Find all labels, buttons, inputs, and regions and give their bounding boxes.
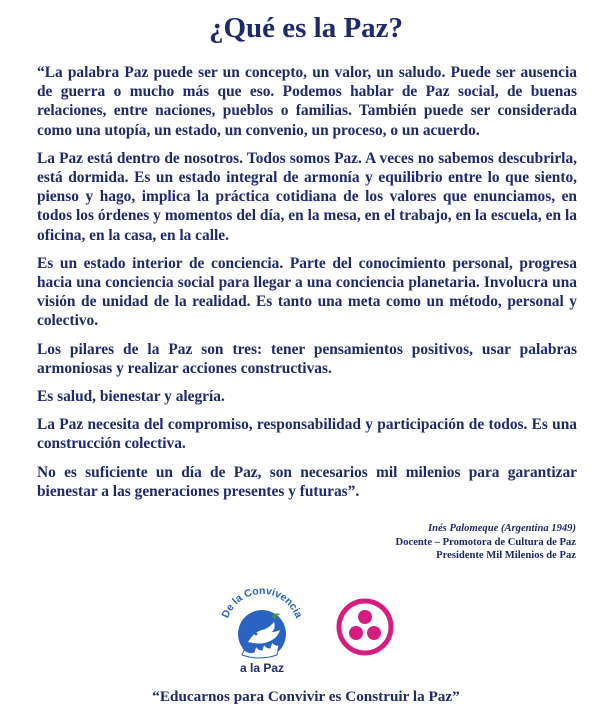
footer-motto: “Educarnos para Convivir es Construir la Paz” <box>152 688 460 705</box>
paragraph-7: No es suficiente un día de Paz, son necesarios mil milenios para garantizar bienestar a las generaciones presentes y futuras”. <box>37 463 577 500</box>
paragraph-1: “La palabra Paz puede ser un concepto, un valor, un saludo. Puede ser ausencia de guerra o mucho más que eso. Podemos hablar de Paz social, de buenas relaciones, entre naciones, pueblos o familias. También puede ser considerada como una utopía, un estado, un convenio, un proceso, o un acuerdo. <box>37 64 577 139</box>
signature-name: Inés Palomeque (Argentina 1949) <box>427 523 576 534</box>
convivencia-logo <box>214 584 310 676</box>
pax-cultura-icon <box>335 597 395 657</box>
signature-role-1: Docente – Promotora de Cultura de Paz <box>395 536 576 548</box>
paragraph-5: Es salud, bienestar y alegría. <box>37 388 225 406</box>
logo-bottom-text: a la Paz <box>239 661 285 675</box>
signature-role-2: Presidente Mil Milenios de Paz <box>436 550 576 562</box>
logo-arc-text: De la Convivencia <box>219 584 305 620</box>
paragraph-6: La Paz necesita del compromiso, responsabilidad y participación de todos. Es una construcción colectiva. <box>37 416 577 453</box>
page-title: ¿Qué es la Paz? <box>208 12 404 44</box>
signature-block <box>396 522 576 563</box>
hands-dove-icon <box>238 610 286 658</box>
paragraph-3: Es un estado interior de conciencia. Parte del conocimiento personal, progresa hacia una conciencia social para llegar a una conciencia planetaria. Involucra una visión de unidad de la realidad. Es tanto una meta como un método, personal y colectivo. <box>37 254 577 330</box>
paragraph-2: La Paz está dentro de nosotros. Todos somos Paz. A veces no sabemos descubrirla, está dormida. Es un estado integral de armonía y equilibrio entre lo que siento, pienso y hago, implica la práctica cotidiana de los valores que enunciamos, en todos los órdenes y momentos del día, en la mesa, en el trabajo, en la escuela, en la oficina, en la casa, en la calle. <box>37 149 577 244</box>
paragraph-4: Los pilares de la Paz son tres: tener pensamientos positivos, usar palabras armoniosas y realizar acciones constructivas. <box>37 340 577 377</box>
body-text <box>37 63 577 510</box>
